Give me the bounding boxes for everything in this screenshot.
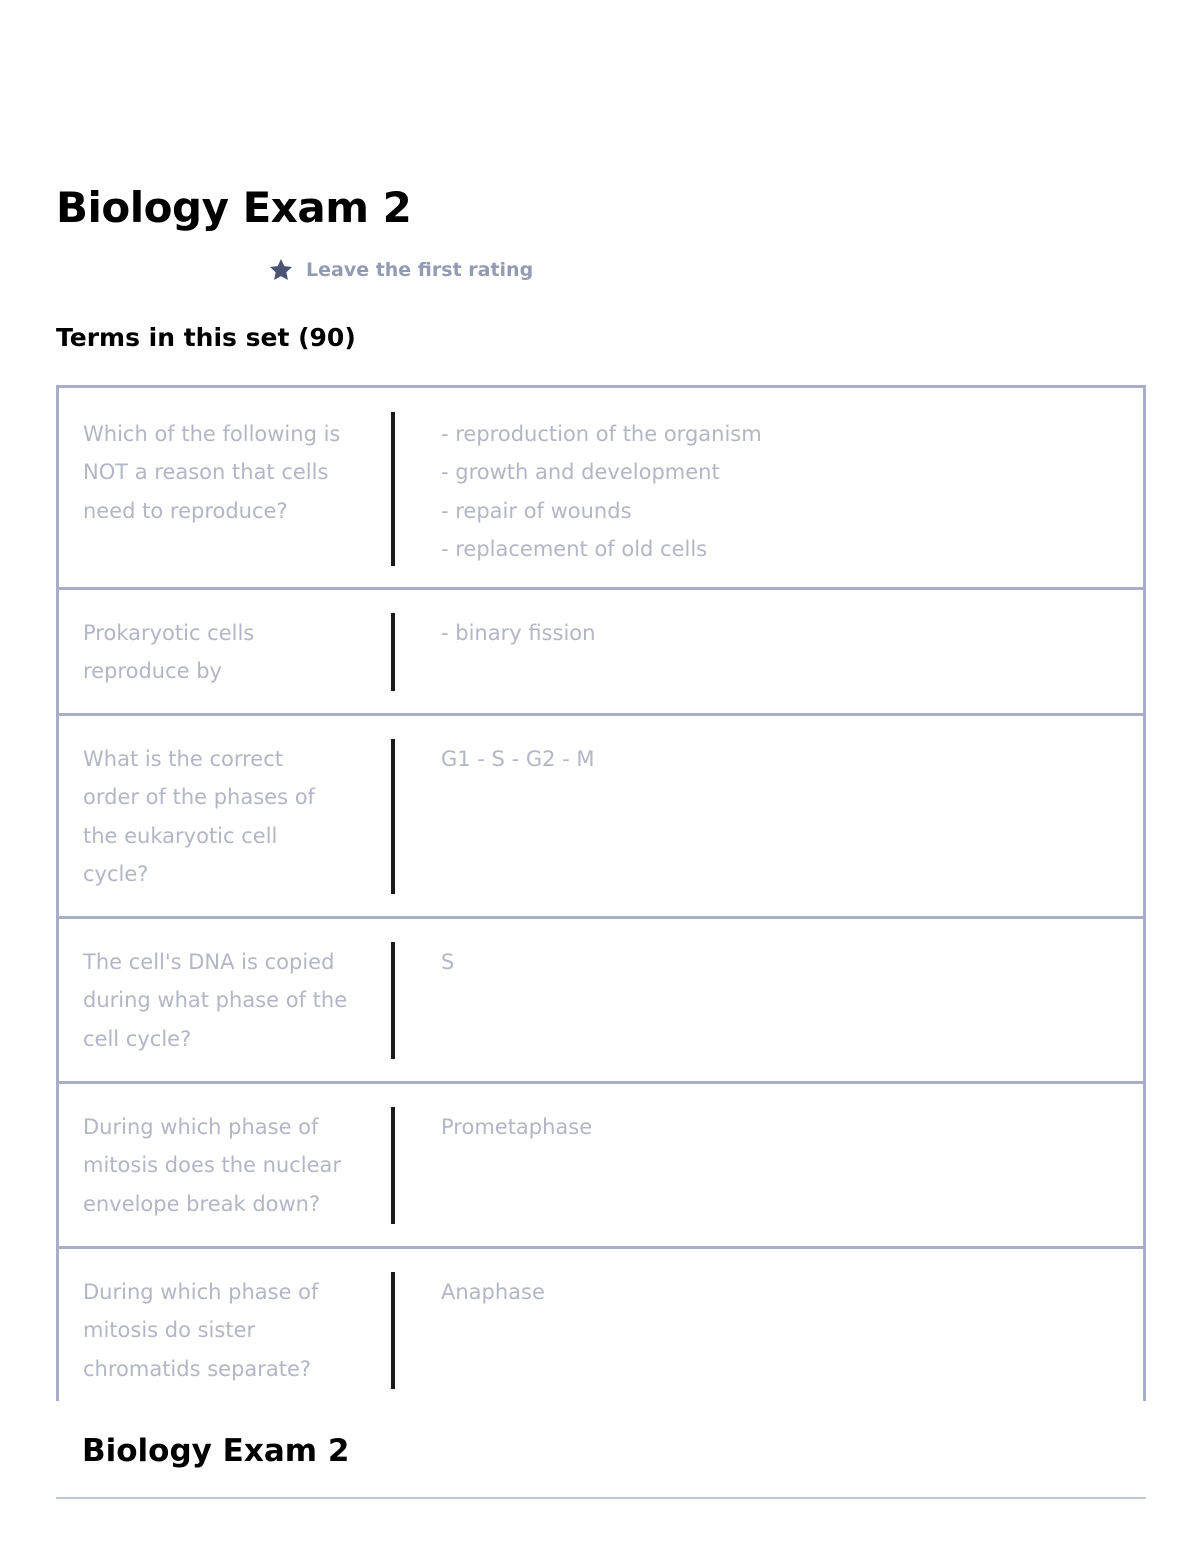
term-divider: [391, 1272, 395, 1389]
term-divider: [391, 613, 395, 691]
terms-heading: Terms in this set (90): [56, 323, 356, 352]
star-icon: [268, 257, 294, 283]
definition-line: S: [441, 950, 455, 974]
definition-line: - reproduction of the organism: [441, 422, 762, 446]
term-text: During which phase of mitosis does the nuclear envelope break down?: [83, 1115, 342, 1216]
term-text: What is the correct order of the phases of the eukaryotic cell cycle?: [83, 747, 315, 886]
definition-text: [441, 1108, 1121, 1146]
definition-line: G1 - S - G2 - M: [441, 747, 595, 771]
definition-text: [441, 415, 1121, 568]
term-divider: [391, 739, 395, 894]
definition-line: - binary fission: [441, 621, 596, 645]
definition-text: [441, 943, 1121, 981]
term-divider: [391, 1107, 395, 1224]
terms-table: [56, 385, 1146, 1401]
term-row: [56, 385, 1146, 590]
definition-line: - repair of wounds: [441, 498, 632, 523]
term-divider: [391, 412, 395, 566]
definition-line: - replacement of old cells: [441, 536, 708, 561]
footer-title: Biology Exam 2: [82, 1433, 350, 1469]
definition-line: Anaphase: [441, 1280, 545, 1304]
rating-label[interactable]: Leave the first rating: [306, 259, 534, 281]
term-divider: [391, 942, 395, 1059]
rating-link[interactable]: [268, 255, 533, 285]
term-row: [56, 716, 1146, 919]
term-text: Prokaryotic cells reproduce by: [83, 621, 255, 684]
definition-text: [441, 1273, 1121, 1311]
term-row: [56, 919, 1146, 1084]
term-row: [56, 590, 1146, 716]
definition-text: [441, 614, 1121, 652]
term-text: The cell's DNA is copied during what phase of the cell cycle?: [83, 950, 348, 1051]
term-text: Which of the following is NOT a reason that cells need to reproduce?: [83, 422, 341, 523]
footer-divider: [56, 1497, 1146, 1499]
term-row: [56, 1249, 1146, 1401]
definition-line: Prometaphase: [441, 1115, 593, 1139]
definition-text: [441, 740, 1121, 778]
term-row: [56, 1084, 1146, 1249]
definition-line: - growth and development: [441, 460, 720, 485]
page-title: Biology Exam 2: [56, 183, 412, 232]
term-text: During which phase of mitosis do sister chromatids separate?: [83, 1280, 319, 1381]
